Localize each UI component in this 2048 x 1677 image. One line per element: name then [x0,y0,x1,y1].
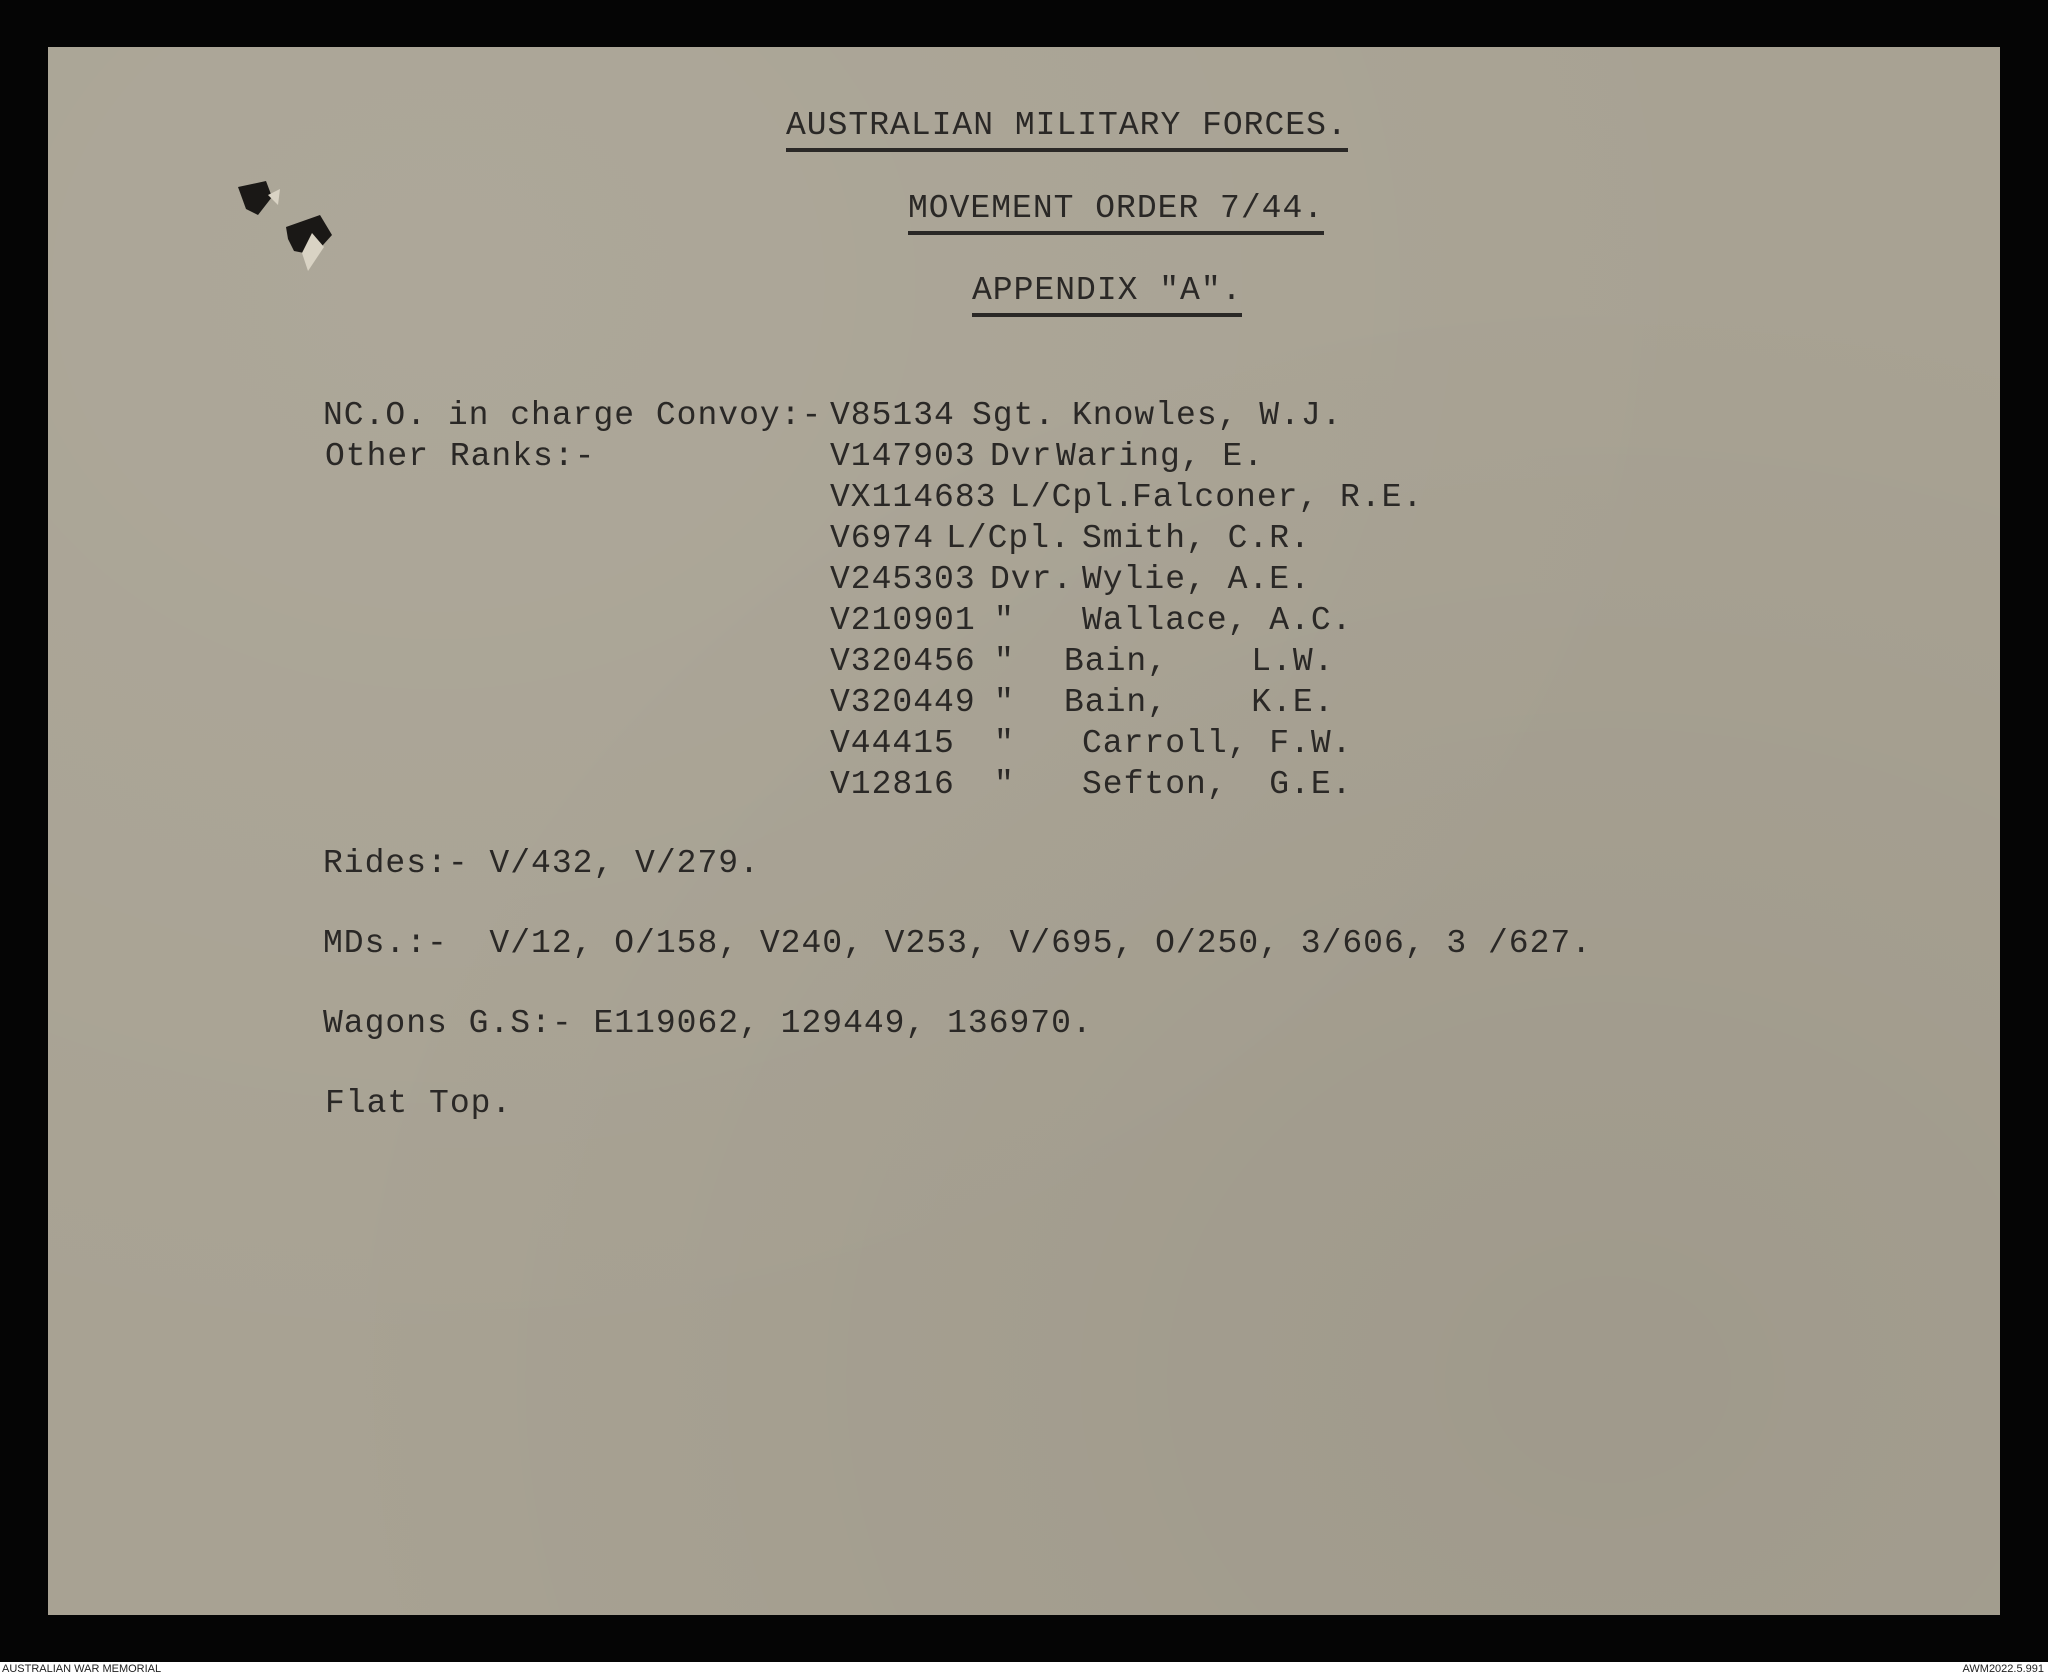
personnel-number: V147903 [830,438,976,475]
personnel-name: Knowles, W.J. [1072,397,1343,434]
personnel-number: V320456 [830,643,976,680]
personnel-rank: " [994,725,1015,762]
personnel-name: Smith, C.R. [1082,520,1311,557]
heading-appendix: APPENDIX "A". [972,274,1242,317]
personnel-rank: " [994,643,1015,680]
flat-top-line: Flat Top. [325,1085,513,1122]
personnel-number: VX114683 [830,479,997,516]
personnel-number: V6974 [830,520,935,557]
personnel-rank: L/Cpl. [946,520,1071,557]
personnel-name: Sefton, G.E. [1082,766,1353,803]
document-page [48,47,2000,1615]
personnel-name: Falconer, R.E. [1132,479,1424,516]
personnel-number: V85134 [830,397,955,434]
personnel-number: V12816 [830,766,955,803]
personnel-rank: Dvr. [990,561,1074,598]
heading-forces: AUSTRALIAN MILITARY FORCES. [786,109,1348,152]
personnel-rank: Sgt. [972,397,1056,434]
personnel-rank: " [994,684,1015,721]
personnel-number: V245303 [830,561,976,598]
paper-damage-mark [228,175,368,285]
personnel-name: Bain, K.E. [1064,684,1335,721]
personnel-rank: " [994,766,1015,803]
personnel-rank: L/Cpl. [1010,479,1135,516]
personnel-number: V44415 [830,725,955,762]
personnel-name: Wallace, A.C. [1082,602,1353,639]
mds-line: MDs.:- V/12, O/158, V240, V253, V/695, O/250, 3/606, 3 /627. [323,925,1592,962]
nco-label: NC.O. in charge Convoy:- [323,397,823,434]
heading-movement-order: MOVEMENT ORDER 7/44. [908,192,1324,235]
footer-accession-number: AWM2022.5.991 [1962,1663,2044,1675]
personnel-number: V210901 [830,602,976,639]
other-ranks-label: Other Ranks:- [325,438,596,475]
personnel-rank: Dvr. [990,438,1074,475]
footer-source-label: AUSTRALIAN WAR MEMORIAL [2,1663,162,1675]
personnel-rank: " [994,602,1015,639]
personnel-name: Bain, L.W. [1064,643,1335,680]
personnel-number: V320449 [830,684,976,721]
personnel-name: Carroll, F.W. [1082,725,1353,762]
personnel-name: Wylie, A.E. [1082,561,1311,598]
rides-line: Rides:- V/432, V/279. [323,845,760,882]
personnel-name: Waring, E. [1056,438,1265,475]
wagons-line: Wagons G.S:- E119062, 129449, 136970. [323,1005,1093,1042]
